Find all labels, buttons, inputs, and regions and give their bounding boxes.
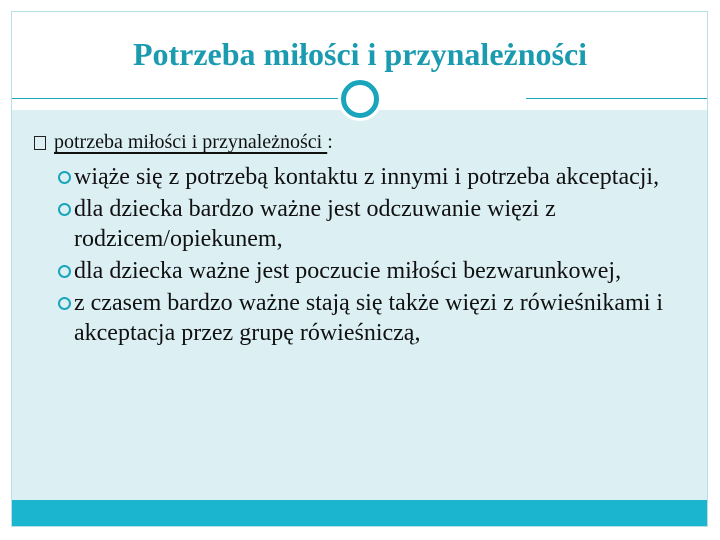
title-divider-gap — [380, 98, 526, 99]
circle-ornament-icon — [341, 80, 379, 118]
slide-title: Potrzeba miłości i przynależności — [132, 36, 588, 72]
main-bullet — [34, 130, 694, 154]
ring-bullet-icon — [58, 265, 71, 278]
list-item — [34, 162, 694, 192]
list-item — [34, 288, 694, 348]
list-item — [34, 194, 694, 254]
slide-content — [34, 130, 694, 350]
sub-bullet-list — [34, 162, 694, 348]
main-bullet-suffix: : — [327, 131, 333, 153]
list-item-text: dla dziecka bardzo ważne jest odczuwanie więzi z rodzicem/opiekunem, — [74, 196, 556, 252]
ring-bullet-icon — [58, 297, 71, 310]
footer-bar — [12, 500, 707, 526]
list-item-text: dla dziecka ważne jest poczucie miłości bezwarunkowej, — [74, 258, 622, 284]
square-bullet-icon — [34, 136, 46, 150]
ring-bullet-icon — [58, 203, 71, 216]
ring-bullet-icon — [58, 171, 71, 184]
list-item-text: wiąże się z potrzebą kontaktu z innymi i potrzeba akceptacji, — [74, 164, 660, 190]
main-bullet-term: potrzeba miłości i przynależności — [54, 131, 328, 153]
list-item-text: z czasem bardzo ważne stają się także więzi z rówieśnikami i akceptacja przez grupę rówieśniczą, — [74, 290, 664, 346]
list-item — [34, 256, 694, 286]
